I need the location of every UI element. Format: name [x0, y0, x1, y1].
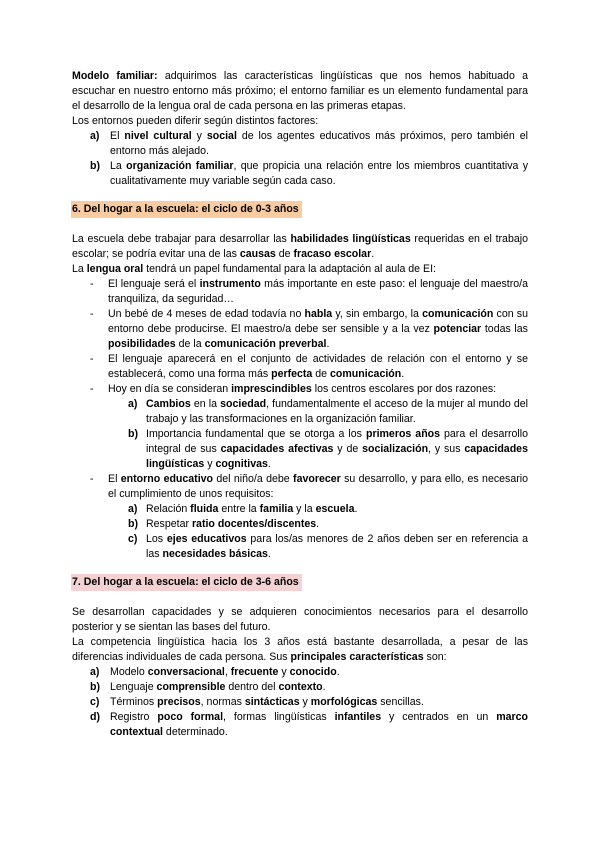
- escuela-paragraph: La escuela debe trabajar para desarrollar las habilidades lingüísticas requeridas en el trabajo escolar; se podría evitar una de las causas de fracaso escolar.: [72, 233, 528, 260]
- document-page: [72, 69, 528, 740]
- sub-item-importancia: b) Importancia fundamental que se otorga a los primeros años para el desarrollo integral de sus capacidades afectivas y de socialización, y sus capacidades lingüísticas y cognitivas.: [128, 428, 528, 470]
- dash-item-instrumento: - El lenguaje será el instrumento más importante en este paso: el lenguaje del maestro/a tranquiliza, da seguridad…: [90, 278, 529, 305]
- sub-item-cambios: a) Cambios en la sociedad, fundamentalmente el acceso de la mujer al mundo del trabajo y las transformaciones en la organización familiar.: [128, 398, 528, 425]
- dash-item-bebe: - Un bebé de 4 meses de edad todavía no habla y, sin embargo, la comunicación con su entorno debe producirse. El maestro/a debe ser sensible y a la vez potenciar todas las posibilidades de la comunicación preverbal.: [90, 308, 528, 350]
- section-6-heading: 6. Del hogar a la escuela: el ciclo de 0-3 años: [71, 201, 302, 218]
- dash-item-entorno: - El entorno educativo del niño/a debe favorecer su desarrollo, y para ello, es necesario el cumplimiento de unos requisitos:: [90, 473, 528, 500]
- dash-item-lenguaje: - El lenguaje aparecerá en el conjunto de actividades de relación con el entorno y se establecerá, como una forma más perfecta de comunicación.: [90, 353, 528, 380]
- caracteristica-item-c: c) Términos precisos, normas sintácticas y morfológicas sencillas.: [90, 696, 424, 708]
- caracteristica-item-d: d) Registro poco formal, formas lingüísticas infantiles y centrados en un marco contextual determinado.: [90, 711, 528, 738]
- factor-item-b: b) La organización familiar, que propicia una relación entre los miembros cuantitativa y cualitativamente muy variable según cada caso.: [90, 160, 529, 187]
- capacidades-paragraph: Se desarrollan capacidades y se adquieren conocimientos necesarios para el desarrollo posterior y se sientan las bases del futuro.: [72, 606, 528, 633]
- sub-item-relacion: a) Relación fluida entre la familia y la escuela.: [128, 503, 358, 515]
- lengua-oral-paragraph: La lengua oral tendrá un papel fundamental para la adaptación al aula de EI:: [72, 263, 436, 275]
- sub-item-ratio: b) Respetar ratio docentes/discentes.: [128, 518, 320, 530]
- caracteristica-item-a: a) Modelo conversacional, frecuente y conocido.: [90, 666, 340, 678]
- caracteristica-item-b: b) Lenguaje comprensible dentro del contexto.: [90, 681, 326, 693]
- factor-item-a: a) El nivel cultural y social de los agentes educativos más próximos, pero también el entorno más alejado.: [90, 130, 528, 157]
- modelo-familiar-paragraph: Modelo familiar: adquirimos las características lingüísticas que nos hemos habituado a escuchar en nuestro entorno más próximo; el entorno familiar es un elemento fundamental para el desarrollo de la lengua oral de cada persona en las primeras etapas.: [72, 70, 528, 112]
- section-7-heading: 7. Del hogar a la escuela: el ciclo de 3-6 años: [71, 574, 302, 591]
- competencia-paragraph: La competencia lingüística hacia los 3 años está bastante desarrollada, a pesar de las diferencias individuales de cada persona. Sus principales características son:: [72, 636, 528, 663]
- sub-item-ejes: c) Los ejes educativos para los/as menores de 2 años deben ser en referencia a las necesidades básicas.: [128, 533, 528, 560]
- entornos-paragraph: Los entornos pueden diferir según distintos factores:: [72, 115, 319, 127]
- dash-item-imprescindibles: - Hoy en día se consideran imprescindibles los centros escolares por dos razones:: [90, 383, 497, 395]
